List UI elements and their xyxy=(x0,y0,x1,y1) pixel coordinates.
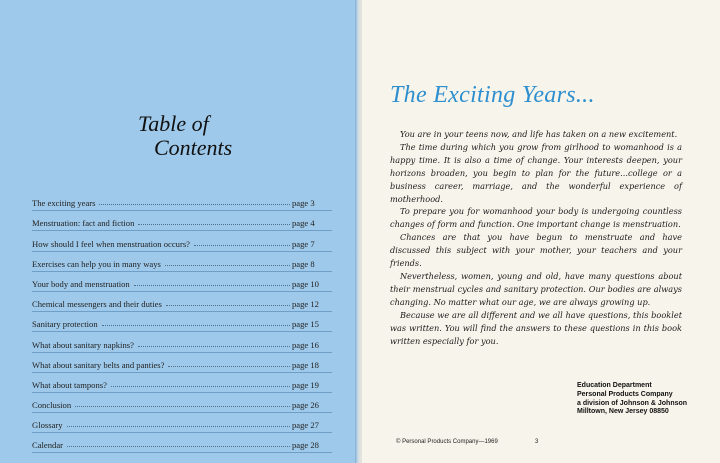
toc-entry-title: Calendar xyxy=(32,440,64,451)
toc-entry-page: page 27 xyxy=(292,420,319,431)
toc-entry xyxy=(32,289,332,309)
address-line: a division of Johnson & Johnson xyxy=(577,399,688,407)
toc-entry-page: page 10 xyxy=(292,278,319,289)
dot-leader xyxy=(67,426,290,427)
toc-entry-title: What about tampons? xyxy=(32,379,107,390)
toc-entry xyxy=(32,309,332,329)
book-gutter xyxy=(355,0,362,463)
toc-entry-title: What about sanitary napkins? xyxy=(32,339,134,350)
dot-leader xyxy=(67,446,290,447)
body-paragraph: Chances are that you have begun to menstruate and have discussed this subject with your mother, your teachers and your friends. xyxy=(390,232,682,269)
toc-entry xyxy=(32,390,332,410)
dot-leader xyxy=(134,285,290,286)
toc-entry-title: What about sanitary belts and panties? xyxy=(32,359,165,370)
body-paragraph: Nevertheless, women, young and old, have many questions about their menstrual cycles and sanitary protection. Our bodies are always changing. No matter what our age, we are always growing up. xyxy=(390,270,682,307)
toc-entry-title: Menstruation: fact and fiction xyxy=(32,218,135,229)
toc-entry-page: page 16 xyxy=(292,339,319,350)
toc-entry-page: page 19 xyxy=(292,379,319,390)
toc-entry xyxy=(32,208,332,228)
toc-title xyxy=(138,112,258,160)
toc-entry xyxy=(32,410,332,430)
toc-title-line1: Table of xyxy=(138,111,209,136)
body-paragraph: To prepare you for womanhood your body is undergoing countless changes of form and function. One important change is menstruation. xyxy=(390,206,682,230)
toc-entry-page: page 26 xyxy=(292,400,319,411)
dot-leader xyxy=(194,245,290,246)
toc-entry-page: page 28 xyxy=(292,440,319,451)
body-text xyxy=(390,128,682,347)
dot-leader xyxy=(102,325,290,326)
toc-entry xyxy=(32,249,332,269)
toc-entry xyxy=(32,430,332,450)
toc-entry-title: Sanitary protection xyxy=(32,319,98,330)
toc-entry xyxy=(32,370,332,390)
dot-leader xyxy=(111,386,290,387)
toc-entry-title: Glossary xyxy=(32,420,63,431)
page-heading: The Exciting Years... xyxy=(390,82,595,108)
toc-entry-title: The exciting years xyxy=(32,198,96,209)
toc-entry-page: page 4 xyxy=(292,218,315,229)
address-block xyxy=(577,382,687,417)
toc-entry xyxy=(32,269,332,289)
toc-entry-page: page 8 xyxy=(292,258,315,269)
table-of-contents-page xyxy=(0,0,357,463)
toc-entry-page: page 12 xyxy=(292,299,319,310)
toc-entry-page: page 3 xyxy=(292,198,315,209)
toc-entry xyxy=(32,350,332,370)
page-number: 3 xyxy=(535,439,539,445)
copyright-notice: © Personal Products Company—1969 xyxy=(396,439,498,445)
toc-entry xyxy=(32,188,332,208)
dot-leader xyxy=(138,346,290,347)
body-paragraph: The time during which you grow from girlhood to womanhood is a happy time. It is also a time of change. Your interests deepen, your horizons broaden, you begin to plan for the future...college or a business career, marriage, and the wonderful experience of motherhood. xyxy=(390,141,682,204)
toc-entry-page: page 7 xyxy=(292,238,315,249)
address-line: Personal Products Company xyxy=(577,390,673,398)
row-divider xyxy=(32,452,332,453)
toc-entry-title: Your body and menstruation xyxy=(32,278,130,289)
body-paragraph: Because we are all different and we all have questions, this booklet was written. You will find the answers to these questions in this book written especially for you. xyxy=(390,309,682,346)
address-line: Education Department xyxy=(577,382,652,389)
dot-leader xyxy=(166,305,290,306)
dot-leader xyxy=(75,406,290,407)
toc-entry-title: How should I feel when menstruation occurs? xyxy=(32,238,190,249)
dot-leader xyxy=(99,204,290,205)
body-paragraph: You are in your teens now, and life has taken on a new excitement. xyxy=(400,129,678,139)
toc-entry xyxy=(32,329,332,349)
dot-leader xyxy=(168,366,290,367)
toc-title-line2: Contents xyxy=(154,135,233,160)
toc-entry-page: page 15 xyxy=(292,319,319,330)
toc-entry xyxy=(32,228,332,248)
toc-entry-title: Chemical messengers and their duties xyxy=(32,299,162,310)
dot-leader xyxy=(165,265,290,266)
address-line: Milltown, New Jersey 08850 xyxy=(577,408,669,416)
toc-entry-page: page 18 xyxy=(292,359,319,370)
toc-entry-title: Conclusion xyxy=(32,400,72,411)
toc-entry-title: Exercises can help you in many ways xyxy=(32,258,161,269)
toc-list xyxy=(32,188,332,450)
dot-leader xyxy=(138,224,290,225)
